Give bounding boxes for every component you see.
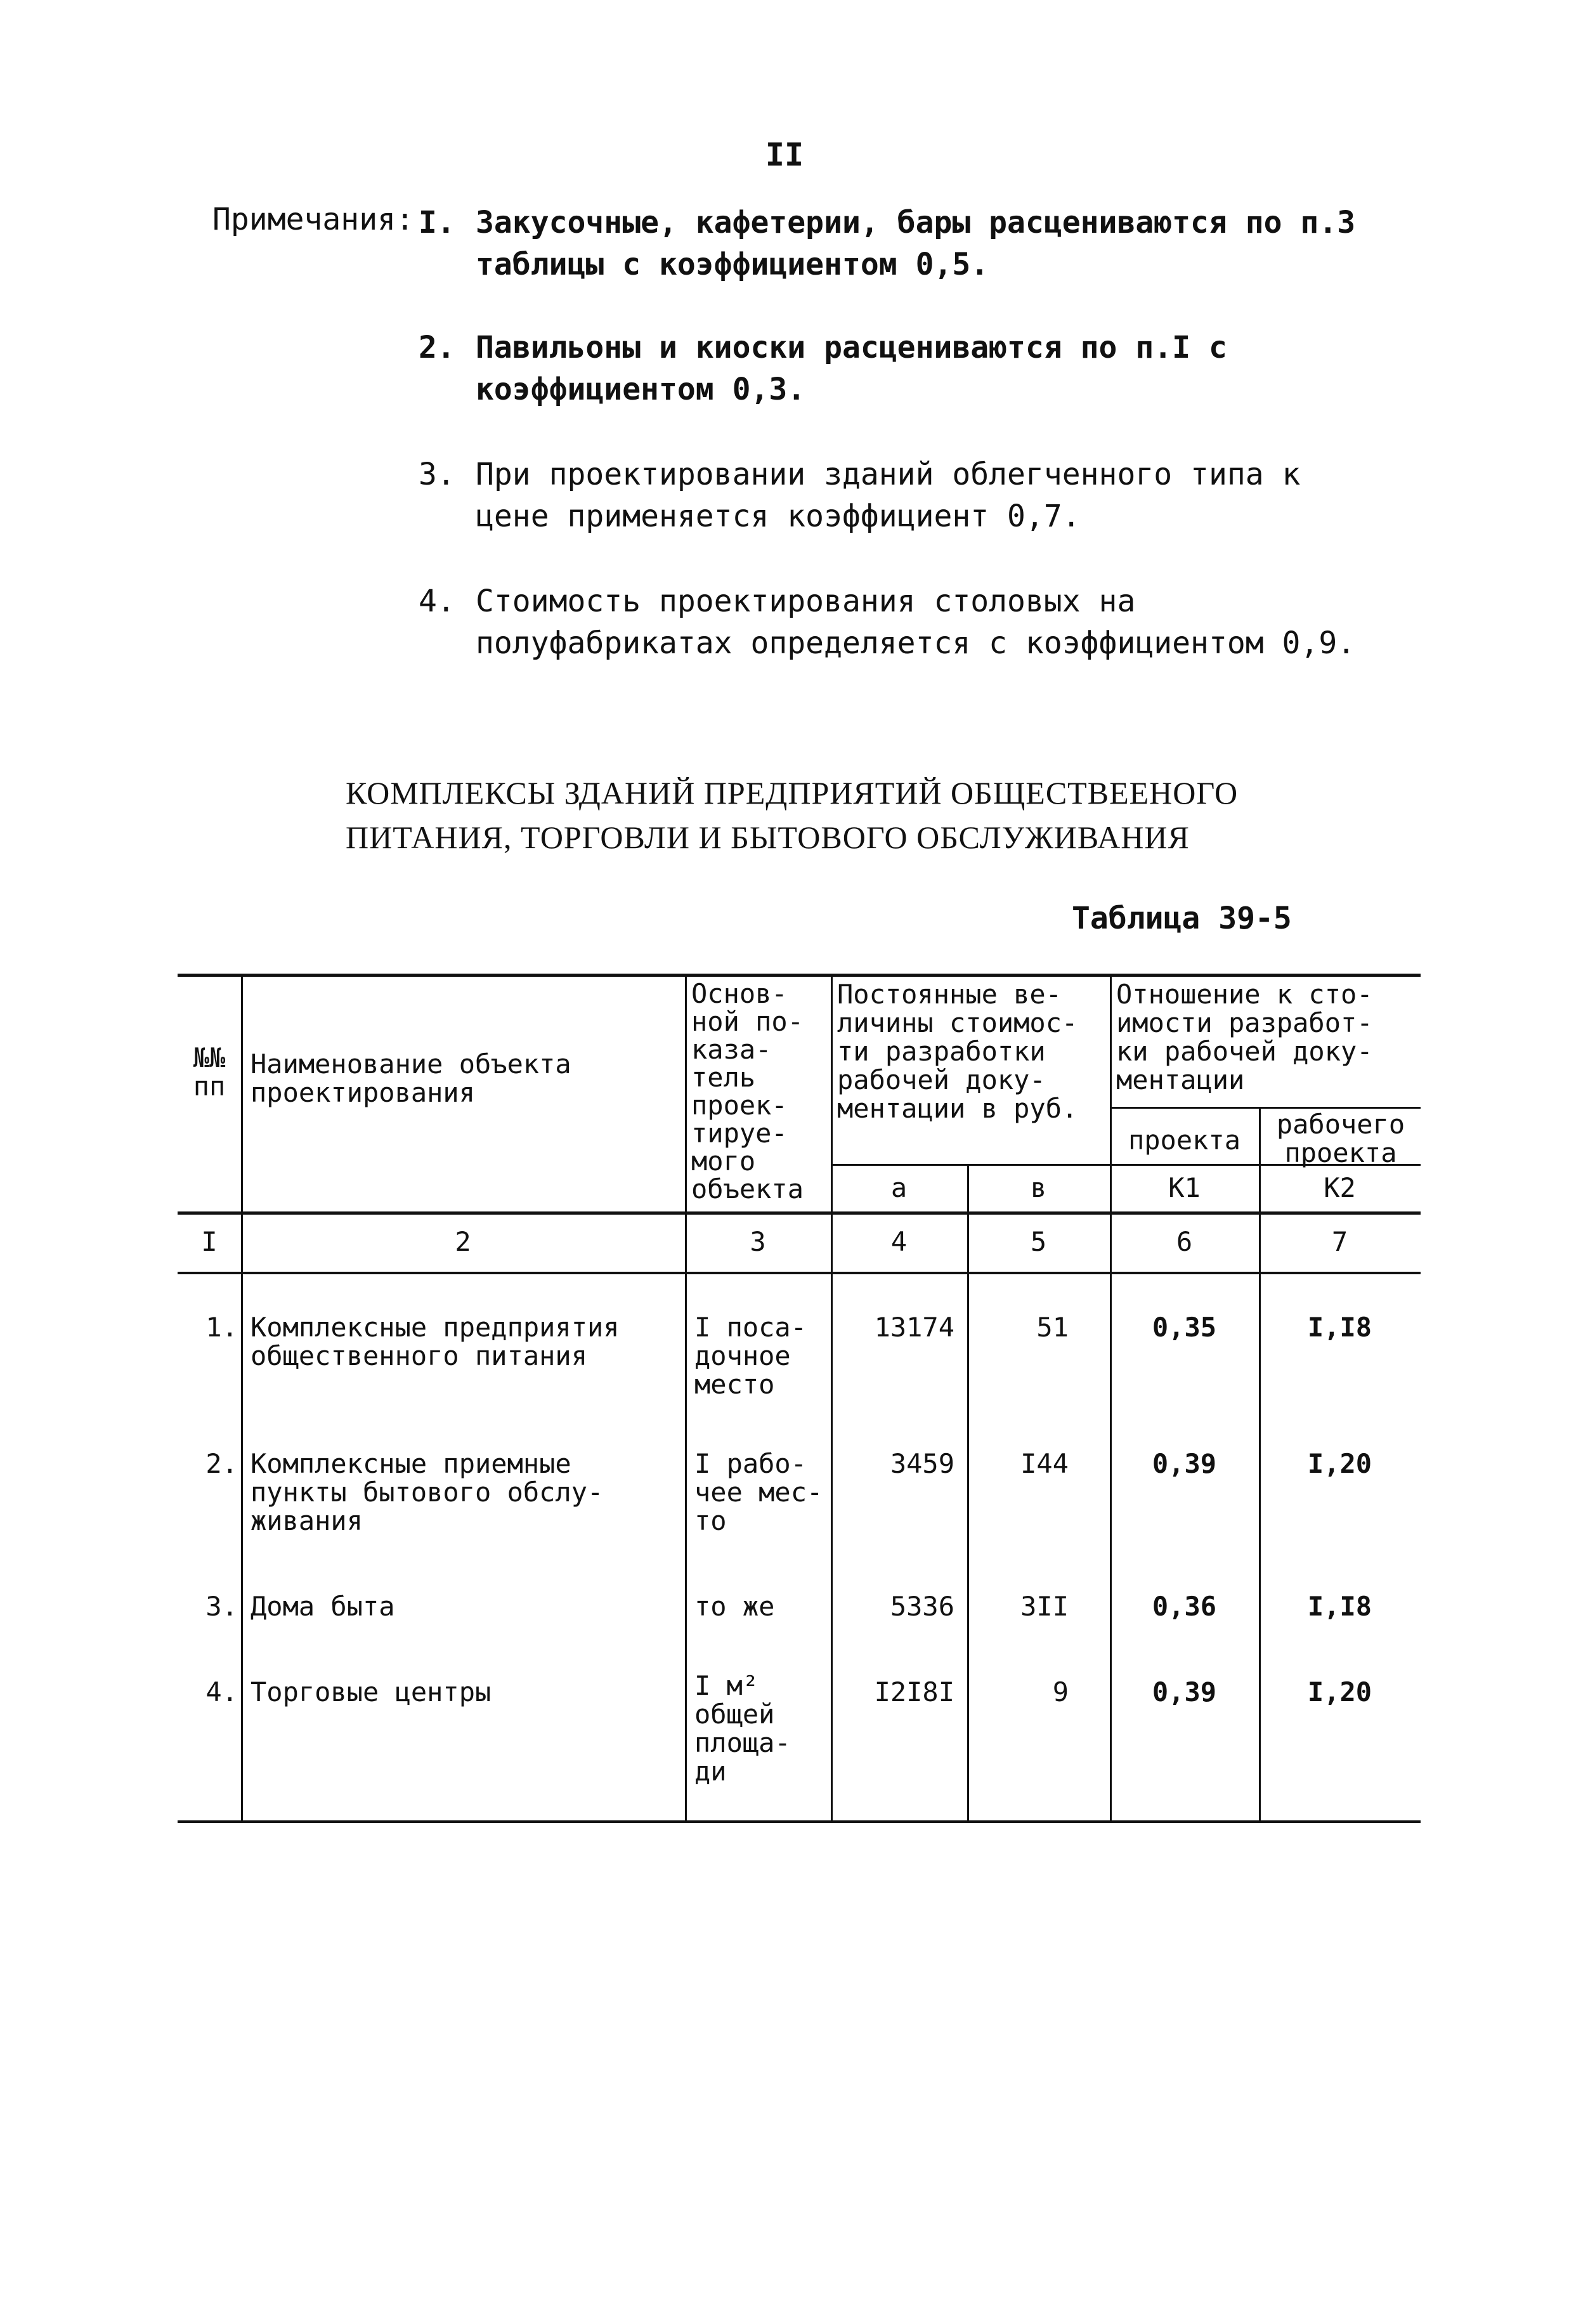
row-value-k2: I,I8 <box>1307 1312 1372 1343</box>
col-number: 2 <box>455 1226 471 1257</box>
note-text: Павильоны и киоски расцениваются по п.I с коэффициентом 0,3. <box>476 330 1227 407</box>
note-text: При проектировании зданий облегченного типа к цене применяется коэффициент 0,7. <box>476 457 1301 534</box>
note-number: I. <box>419 205 455 240</box>
subheader-k2: К2 <box>1324 1172 1356 1203</box>
header-ratio-project: проекта <box>1128 1125 1240 1156</box>
header-bottom-rule <box>178 1211 1421 1215</box>
row-num: 1. <box>205 1312 238 1343</box>
note-1 <box>419 202 1383 285</box>
row-value-k1: 0,39 <box>1152 1676 1217 1707</box>
row-indicator: то же <box>694 1591 775 1622</box>
col-numbers-rule <box>178 1272 1421 1274</box>
col-number: 7 <box>1331 1226 1348 1257</box>
row-name: Дома быта <box>251 1591 395 1622</box>
subheader-k1: К1 <box>1168 1172 1201 1203</box>
header-ratio-working: рабочего проекта <box>1276 1109 1405 1168</box>
note-3 <box>419 454 1383 537</box>
row-value-k1: 0,35 <box>1152 1312 1217 1343</box>
header-name: Наименование объекта проектирования <box>251 1048 571 1108</box>
row-value-k2: I,20 <box>1307 1448 1372 1479</box>
col-divider <box>967 1164 969 1820</box>
row-value-a: 5336 <box>890 1591 954 1622</box>
col-divider <box>685 974 687 1820</box>
row-indicator: I поса- дочное место <box>694 1312 807 1400</box>
note-number: 2. <box>419 330 455 365</box>
header-indicator: Основ- ной по- каза- тель проек- тируе- мого объекта <box>691 978 804 1204</box>
col-number: 6 <box>1176 1226 1193 1257</box>
col-number: 4 <box>890 1226 908 1257</box>
row-indicator: I рабо- чее мес- то <box>694 1448 823 1536</box>
row-value-k1: 0,39 <box>1152 1448 1217 1479</box>
row-num: 4. <box>205 1676 238 1707</box>
note-text: Стоимость проектирования столовых на полуфабрикатах определяется с коэффициентом 0,9. <box>476 584 1356 661</box>
note-number: 3. <box>419 457 455 492</box>
row-value-a: 13174 <box>874 1312 954 1343</box>
section-title-line-2: ПИТАНИЯ, ТОРГОВЛИ И БЫТОВОГО ОБСЛУЖИВАНИЯ <box>346 819 1190 855</box>
row-name: Комплексные предприятия общественного питания <box>251 1312 620 1371</box>
header-num: №№ пп <box>193 1042 226 1102</box>
header-ratio: Отношение к сто- имости разработ- ки рабочей доку- ментации <box>1116 979 1373 1095</box>
note-number: 4. <box>419 584 455 619</box>
row-value-b: 3II <box>1020 1591 1069 1622</box>
row-num: 2. <box>205 1448 238 1479</box>
row-value-a: I2I8I <box>874 1676 954 1707</box>
row-value-k1: 0,36 <box>1152 1591 1217 1622</box>
note-2 <box>419 327 1383 410</box>
col-number: 3 <box>750 1226 766 1257</box>
table-label: Таблица 39-5 <box>1072 901 1292 936</box>
row-name: Комплексные приемные пункты бытового обслу- живания <box>251 1448 604 1536</box>
row-num: 3. <box>205 1591 238 1622</box>
col-divider <box>241 974 243 1820</box>
section-title <box>346 771 1238 859</box>
row-value-k2: I,20 <box>1307 1676 1372 1707</box>
table-bottom-rule <box>178 1820 1421 1823</box>
row-name: Торговые центры <box>251 1676 492 1707</box>
row-value-b: 51 <box>1036 1312 1069 1343</box>
data-table <box>178 974 1421 1824</box>
note-text: Закусочные, кафетерии, бары расцениваются по п.3 таблицы с коэффициентом 0,5. <box>476 205 1356 282</box>
row-value-a: 3459 <box>890 1448 954 1479</box>
row-indicator: I м² общей площа- ди <box>694 1670 791 1787</box>
section-title-line-1: КОМПЛЕКСЫ ЗДАНИЙ ПРЕДПРИЯТИЙ ОБЩЕСТВЕЕНОГО <box>346 775 1239 811</box>
subheader-b: в <box>1030 1172 1047 1203</box>
note-4 <box>419 580 1383 664</box>
header-constants: Постоянные ве- личины стоимос- ти разработки рабочей доку- ментации в руб. <box>837 979 1078 1124</box>
page-number: II <box>765 136 804 173</box>
col-number: I <box>201 1226 218 1257</box>
subheader-a: а <box>890 1172 908 1203</box>
notes-label: Примечания: <box>212 202 414 237</box>
col-number: 5 <box>1030 1226 1047 1257</box>
row-value-k2: I,I8 <box>1307 1591 1372 1622</box>
row-value-b: 9 <box>1052 1676 1069 1707</box>
table-top-rule <box>178 974 1421 977</box>
row-value-b: I44 <box>1020 1448 1069 1479</box>
